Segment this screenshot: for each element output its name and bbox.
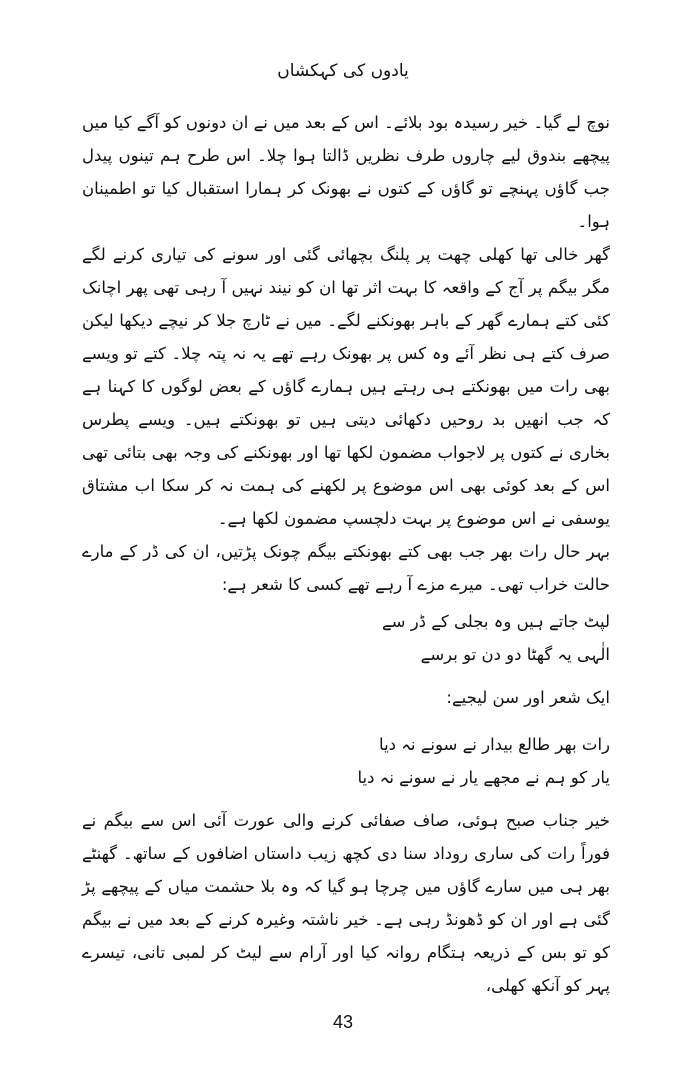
page-body (82, 106, 610, 1002)
verse-couplet (82, 605, 610, 671)
verse-couplet (82, 728, 610, 794)
paragraph: گھر خالی تھا کھلی چھت پر پلنگ بچھائی گئی اور سونے کی تیاری کرنے لگے مگر بیگم پر آج کے واقعہ کا بہت اثر تھا ان کو نیند نہیں آ رہی تھی پھر اچانک کئی کتے ہمارے گھر کے باہر بھونکنے لگے۔ میں نے ٹارچ جلا کر نیچے دیکھا لیکن صرف کتے ہی نظر آئے وہ کس پر بھونک رہے تھے یہ نہ پتہ چلا۔ کتے تو ویسے بھی رات میں بھونکتے ہی رہتے ہیں ہمارے گاؤں کے بعض لوگوں کا کہنا ہے کہ جب انھیں بد روحیں دکھائی دیتی ہیں تو بھونکتے ہیں۔ ویسے پطرس بخاری نے کتوں پر لاجواب مضمون لکھا تھا اور بھونکنے کی وجہ بھی بتائی تھی اس کے بعد کوئی بھی اس موضوع پر لکھنے کی ہمت نہ کر سکا اب مشتاق یوسفی نے اس موضوع پر بہت دلچسپ مضمون لکھا ہے۔ (82, 245, 610, 528)
page-number: 43 (332, 1012, 354, 1032)
verse-intro: ایک شعر اور سن لیجیے: (446, 688, 610, 707)
verse-line: یار کو ہم نے مجھے یار نے سونے نہ دیا (357, 768, 610, 787)
running-header: یادوں کی کہکشاں (277, 61, 409, 81)
verse-line: الٰہی یہ گھٹا دو دن تو برسے (420, 645, 610, 664)
paragraph: بہر حال رات بھر جب بھی کتے بھونکتے بیگم چونک پڑتیں، ان کی ڈر کے مارے حالت خراب تھی۔ میرے مزے آ رہے تھے کسی کا شعر ہے: (82, 542, 610, 594)
verse-line: لپٹ جاتے ہیں وہ بجلی کے ڈر سے (381, 612, 610, 631)
paragraph: نوچ لے گیا۔ خیر رسیدہ بود بلائے۔ اس کے بعد میں نے ان دونوں کو آگے کیا میں پیچھے بندوق لیے چاروں طرف نظریں ڈالتا ہوا چلا۔ اس طرح ہم تینوں پیدل جب گاؤں پہنچے تو گاؤں کے کتوں نے بھونک کر ہمارا استقبال کیا تو اطمینان ہوا۔ (82, 113, 610, 231)
verse-line: رات بھر طالع بیدار نے سونے نہ دیا (379, 735, 610, 754)
paragraph: خیر جناب صبح ہوئی، صاف صفائی کرنے والی عورت آئی اس سے بیگم نے فوراً رات کی ساری روداد سنا دی کچھ زیب داستاں اضافوں کے ساتھ۔ گھنٹے بھر ہی میں سارے گاؤں میں چرچا ہو گیا کہ وہ بلا حشمت میاں کے پیچھے پڑ گئی ہے اور ان کو ڈھونڈ رہی ہے۔ خیر ناشتہ وغیرہ کرنے کے بعد میں نے بیگم کو تو بس کے ذریعہ ہتگام روانہ کیا اور آرام سے لیٹ کر لمبی تانی، تیسرے پہر کو آنکھ کھلی، (82, 811, 610, 995)
